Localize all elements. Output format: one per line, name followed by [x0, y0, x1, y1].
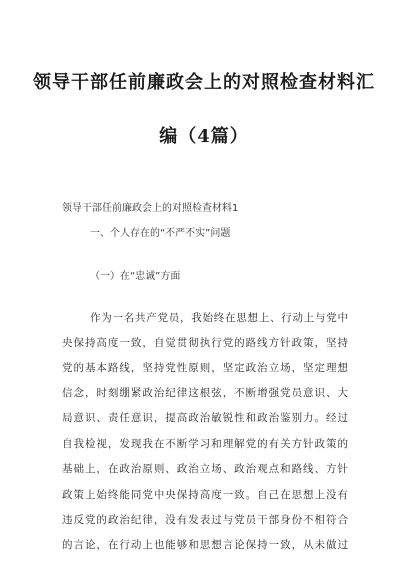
material-heading: 领导干部任前廉政会上的对照检查材料1: [62, 203, 239, 214]
paragraph-line: 信念，时刻绷紧政治纪律这根弦，不断增强党员意识、大: [62, 387, 348, 399]
paragraph-line: 违反党的政治纪律，没有发表过与党员干部身份不相符合: [62, 514, 348, 526]
paragraph-line: 党的基本路线，坚持党性原则，坚定政治立场，坚定理想: [62, 362, 348, 374]
document-title-line-2: 编（4篇）: [159, 126, 249, 147]
paragraph-line: 局意识、责任意识，提高政治敏锐性和政治鉴别力。经过: [62, 412, 348, 424]
paragraph-line: 的言论，在行动上也能够和思想言论保持一致，从未做过: [62, 539, 348, 551]
paragraph-line: 政策上始终能同党中央保持高度一致。自己在思想上没有: [62, 489, 348, 501]
paragraph-line: 央保持高度一致，自觉贯彻执行党的路线方针政策，坚持: [62, 337, 348, 349]
paragraph-line: 自我检视，发现我在不断学习和理解党的有关方针政策的: [62, 438, 348, 450]
section-heading: 一、个人存在的“不严不实”问题: [90, 228, 231, 239]
document-title-line-1: 领导干部任前廉政会上的对照检查材料汇: [33, 72, 375, 93]
paragraph-line: 基础上，在政治原则、政治立场、政治观点和路线、方针: [62, 463, 348, 475]
sub-section-heading: （一）在“忠诚”方面: [90, 271, 181, 282]
paragraph-line: 作为一名共产党员，我始终在思想上、行动上与党中: [90, 312, 348, 324]
